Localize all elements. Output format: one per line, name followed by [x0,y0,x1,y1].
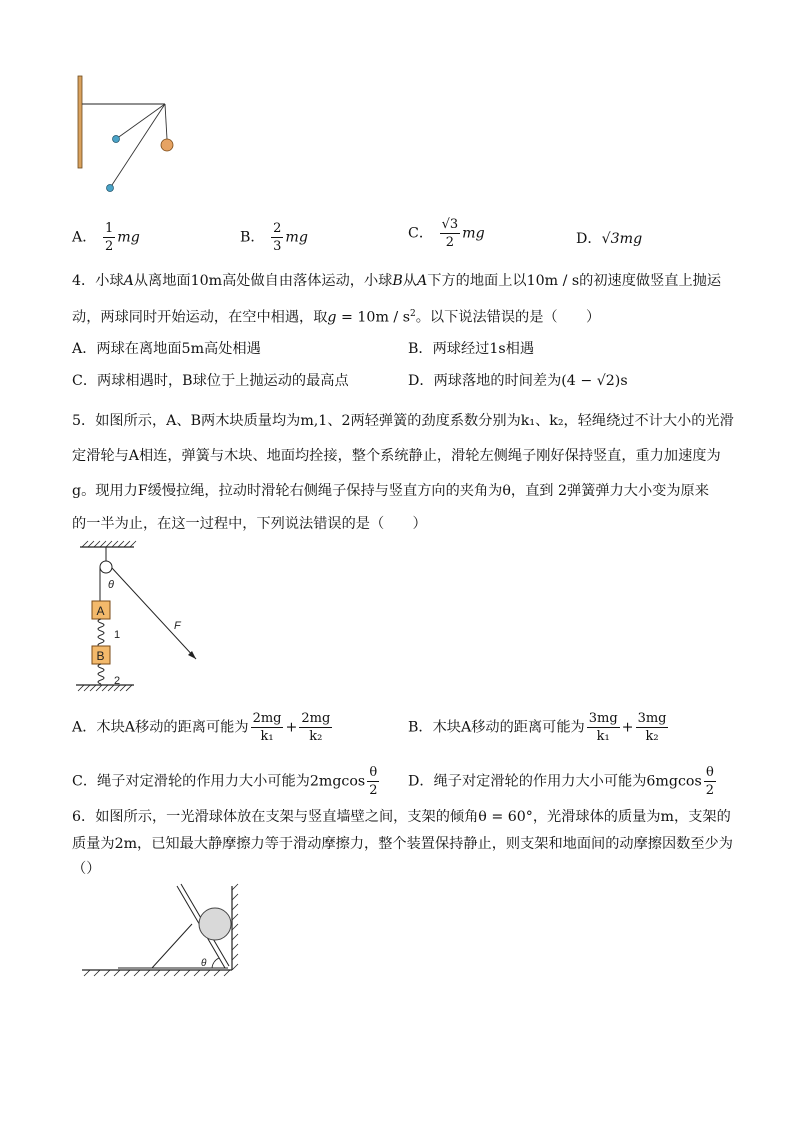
sphere [199,908,231,940]
q5-figure [68,535,218,700]
q5-option-a: A．木块A移动的距离可能为 $\frac{2mg}{\text{k₁}}$ + $\frac{2mg}{\text{k₂}}$ [72,711,331,744]
q6-line-3: （） [72,861,101,877]
q3-option-c: C． $\frac{√3}{2}$ mg [408,217,485,250]
floor-hatching [78,685,132,691]
q3-figure [70,70,190,200]
q4-line-2: 动，两球同时开始运动，在空中相遇，取$g = 10m / s^2$。以下说法错误的是（ ） [72,309,601,326]
wall-hatching [232,884,238,970]
pulley [100,561,112,573]
block-b-label: B [96,649,105,663]
q4-option-d: D．两球落地的时间差为(4 − √2)s [408,373,628,389]
q4-option-c: C．两球相遇时，B球位于上抛运动的最高点 [72,373,349,389]
q5-line-4: 的一半为止，在这一过程中，下列说法错误的是（ ） [72,516,427,532]
q5-option-b: B．木块A移动的距离可能为 $\frac{3mg}{\text{k₁}}$ + $\frac{3mg}{\text{k₂}}$ [408,711,667,744]
rope-right [112,568,196,659]
q6-figure [80,880,250,980]
spring-1-label: 1 [114,629,121,641]
q4-line-1: 4．小球A从离地面10m高处做自由落体运动，小球B从A下方的地面上以10m / s的初速度做竖直上抛运 [72,273,722,289]
q5-line-1: 5．如图所示，A、B两木块质量均为m,1、2两轻弹簧的劲度系数分别为k₁、k₂，轻绳绕过不计大小的光滑 [72,413,734,429]
q6-line-1: 6．如图所示，一光滑球体放在支架与竖直墙壁之间，支架的倾角θ = 60°，光滑球体的质量为m，支架的 [72,809,731,825]
q5-option-c: C．绳子对定滑轮的作用力大小可能为2mgcos $\frac{\theta}{2}$ [72,765,378,798]
wall-rod [78,76,82,168]
ground-hatching [84,970,230,976]
spring-2 [98,664,104,684]
q5-line-2: 定滑轮与A相连，弹簧与木块、地面均拴接，整个系统静止，滑轮左侧绳子刚好保持竖直，重力加速度为 [72,448,721,464]
ceiling-hatching [82,541,136,547]
spring-2-label: 2 [114,675,121,687]
q3-option-d: D．√3mg [576,231,643,247]
stand-leg [152,924,192,968]
block-a-label: A [96,604,105,618]
theta-label: θ [201,958,207,969]
theta-arc [212,958,219,968]
q5-line-3: g。现用力F缓慢拉绳，拉动时滑轮右侧绳子保持与竖直方向的夹角为θ，直到 2弹簧弹力大小变为原来 [72,483,709,499]
force-label: F [174,620,181,632]
large-ball [161,139,173,151]
q6-line-2: 质量为2m，已知最大静摩擦力等于滑动摩擦力，整个装置保持静止，则支架和地面间的动摩擦因数至少为 [72,836,733,852]
q4-option-a: A．两球在离地面5m高处相遇 [72,341,261,357]
q5-option-d: D．绳子对定滑轮的作用力大小可能为6mgcos $\frac{\theta}{2}$ [408,765,715,798]
small-ball-1 [113,136,120,143]
spring-1 [98,619,104,647]
q3-option-a: A． $\frac{1}{2}$ mg [72,221,140,254]
small-ball-2 [107,185,114,192]
string-1 [116,104,165,139]
q3-option-b: B． $\frac{2}{3}$ mg [240,221,308,254]
q4-option-b: B．两球经过1s相遇 [408,341,535,357]
theta-label: θ [108,579,114,591]
string-3 [165,104,167,139]
string-2 [110,104,165,188]
